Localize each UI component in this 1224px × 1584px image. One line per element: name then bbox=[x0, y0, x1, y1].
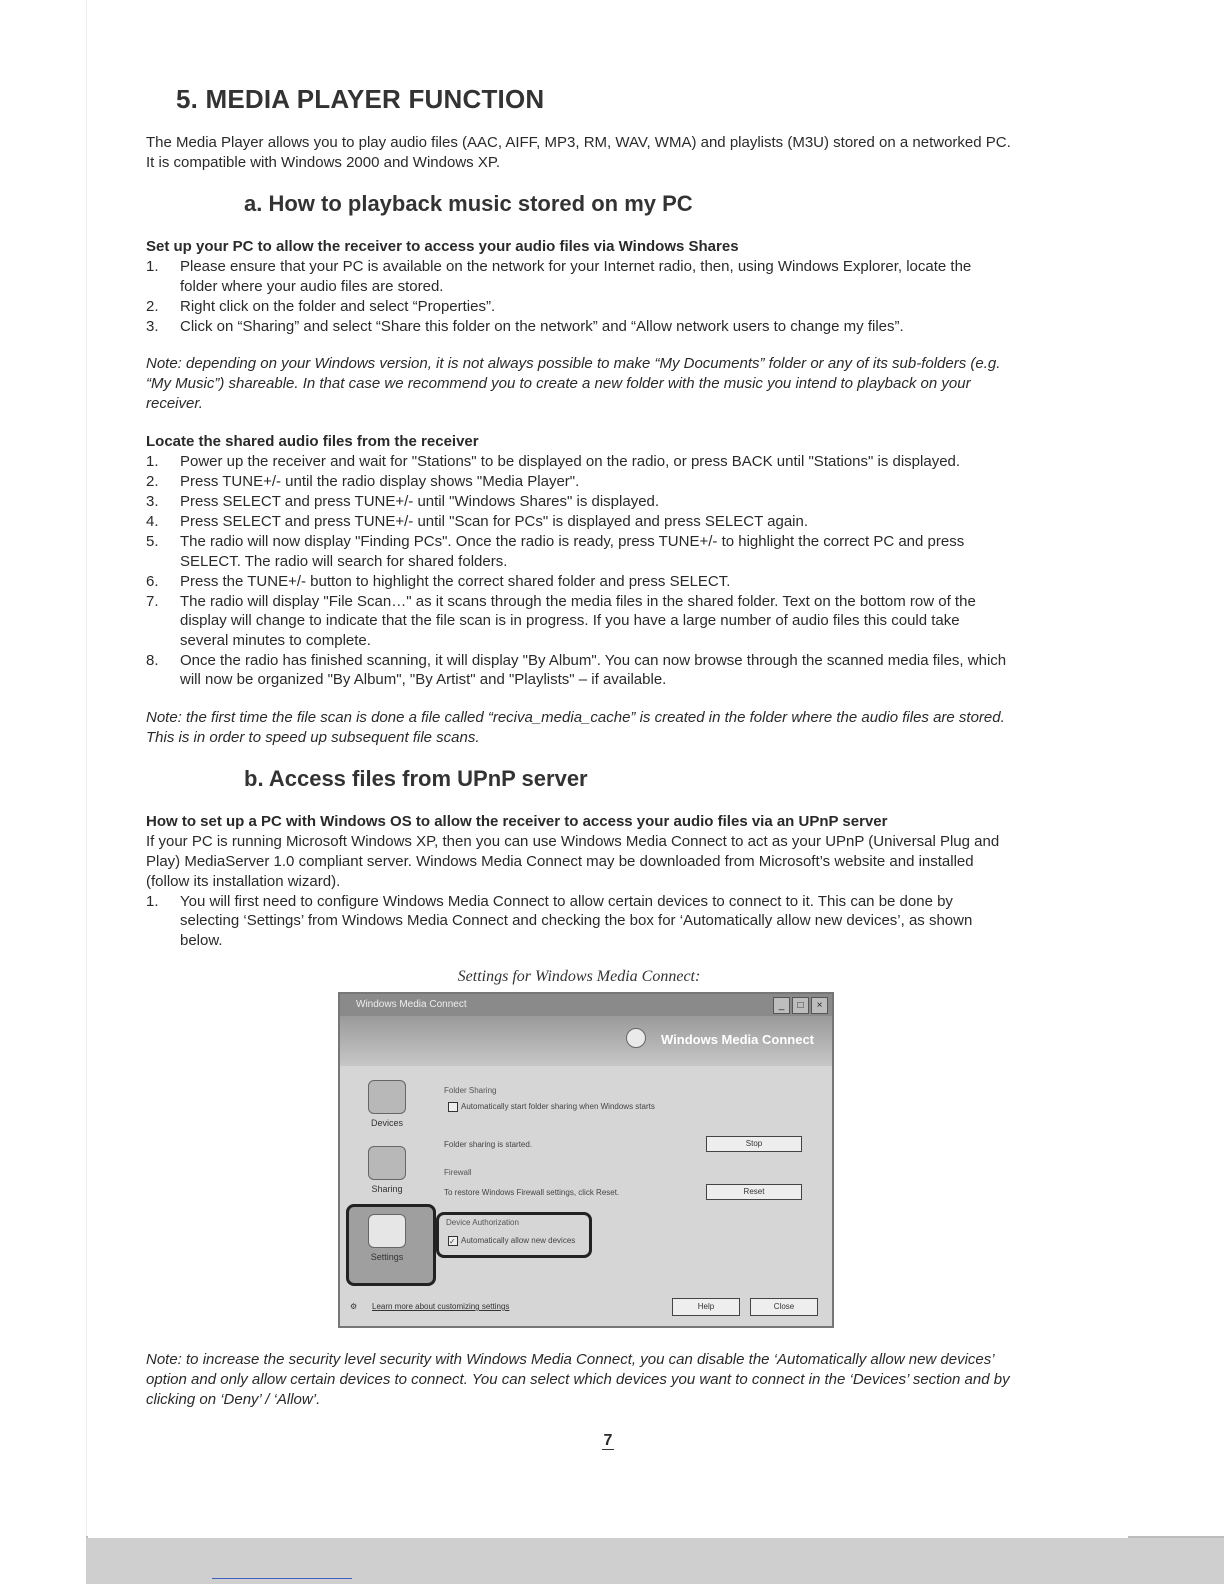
nav-sharing[interactable]: Sharing bbox=[352, 1146, 422, 1194]
close-icon[interactable]: × bbox=[811, 997, 828, 1014]
intro-paragraph: The Media Player allows you to play audio files (AAC, AIFF, MP3, RM, WAV, WMA) and playlists (M3U) stored on a networked PC. It is compatible with Windows 2000 and Windows XP. bbox=[146, 134, 1011, 171]
folder-sharing-group: Folder Sharing bbox=[444, 1086, 497, 1095]
minimize-icon[interactable]: _ bbox=[773, 997, 790, 1014]
list-item: 6. Press the TUNE+/- button to highlight the correct shared folder and press SELECT. bbox=[146, 572, 731, 590]
window-controls bbox=[773, 997, 828, 1014]
wmc-footer bbox=[346, 1298, 824, 1318]
list-item: 2. Press TUNE+/- until the radio display shows "Media Player". bbox=[146, 473, 580, 490]
close-button[interactable]: Close bbox=[750, 1298, 818, 1316]
devices-icon bbox=[368, 1080, 406, 1114]
maximize-icon[interactable]: □ bbox=[792, 997, 809, 1014]
locate-steps-list bbox=[146, 452, 1012, 690]
sharing-status: Folder sharing is started. bbox=[444, 1140, 533, 1149]
nav-devices[interactable]: Devices bbox=[352, 1080, 422, 1128]
auto-allow-option[interactable]: ✓ Automatically allow new devices bbox=[449, 1236, 576, 1246]
page-title: 5. MEDIA PLAYER FUNCTION bbox=[176, 84, 545, 114]
window-title: Windows Media Connect bbox=[356, 999, 467, 1010]
scan-left-margin bbox=[0, 0, 87, 1584]
stop-button[interactable]: Stop bbox=[706, 1136, 802, 1152]
list-item: 1. You will first need to configure Windows Media Connect to allow certain devices to connect to it. This can be done by selecting ‘Settings’ from Windows Media Connect and checking the box for ‘Automatically allow new devices’, as shown below. bbox=[146, 892, 973, 949]
nav-settings[interactable]: Settings bbox=[352, 1214, 422, 1262]
firewall-text: To restore Windows Firewall settings, click Reset. bbox=[444, 1188, 620, 1197]
wmc-banner bbox=[340, 1016, 832, 1066]
help-button[interactable]: Help bbox=[672, 1298, 740, 1316]
wmc-brand: Windows Media Connect bbox=[661, 1032, 814, 1047]
list-item: 5. The radio will now display "Finding PCs". Once the radio is ready, press TUNE+/- to highlight the correct PC and press SELECT. The radio will search for shared folders. bbox=[146, 533, 965, 570]
note-media-cache: Note: the first time the file scan is done a file called “reciva_media_cache” is created in the folder where the audio files are stored. This is in order to speed up subsequent file scans. bbox=[146, 708, 1005, 746]
auto-allow-highlight bbox=[436, 1212, 592, 1258]
list-item: 4. Press SELECT and press TUNE+/- until "Scan for PCs" is displayed and press SELECT again. bbox=[146, 513, 809, 530]
locate-heading: Locate the shared audio files from the receiver bbox=[146, 433, 479, 450]
list-item: 2. Right click on the folder and select “Properties”. bbox=[146, 297, 496, 315]
upnp-paragraph: If your PC is running Microsoft Windows XP, then you can use Windows Media Connect to act as your UPnP (Universal Plug and Play) MediaServer 1.0 compliant server. Windows Media Connect may be downloaded from Microsoft’s website and installed (follow its installation wizard). bbox=[146, 832, 1000, 890]
device-authorization-group: Device Authorization bbox=[446, 1218, 519, 1227]
firewall-group: Firewall bbox=[444, 1168, 472, 1177]
wmc-left-nav bbox=[344, 1068, 430, 1298]
auto-start-option[interactable]: Automatically start folder sharing when Windows starts bbox=[448, 1102, 655, 1112]
auto-start-checkbox[interactable] bbox=[448, 1102, 458, 1112]
list-item: 1. Please ensure that your PC is available on the network for your Internet radio, then, using Windows Explorer, locate the folder where your audio files are stored. bbox=[146, 258, 972, 295]
info-icon: ⚙ bbox=[350, 1302, 358, 1311]
setup-heading: Set up your PC to allow the receiver to access your audio files via Windows Shares bbox=[146, 238, 739, 255]
wmc-settings-screenshot bbox=[338, 992, 834, 1328]
upnp-heading: How to set up a PC with Windows OS to allow the receiver to access your audio files via an UPnP server bbox=[146, 812, 888, 830]
learn-more-link[interactable]: Learn more about customizing settings bbox=[372, 1302, 510, 1311]
scan-right-margin bbox=[1126, 0, 1224, 1584]
list-item: 7. The radio will display "File Scan…" as it scans through the media files in the shared folder. Text on the bottom row of the display will change to indicate that the file scan is in progress. If you have a large number of audio files this could take several minutes to complete. bbox=[146, 592, 976, 649]
window-titlebar bbox=[340, 994, 832, 1016]
page-number: 7 bbox=[603, 1432, 613, 1449]
scan-bottom-edge bbox=[86, 1536, 1224, 1584]
section-b-title: b. Access files from UPnP server bbox=[244, 765, 588, 791]
reset-button[interactable]: Reset bbox=[706, 1184, 802, 1200]
document-page bbox=[88, 0, 1128, 1538]
settings-icon bbox=[368, 1214, 406, 1248]
section-a-title: a. How to playback music stored on my PC bbox=[244, 191, 693, 216]
list-item: 1. Power up the receiver and wait for "Stations" to be displayed on the radio, or press BACK until "Stations" is displayed. bbox=[146, 453, 961, 470]
list-item: 8. Once the radio has finished scanning, it will display "By Album". You can now browse through the scanned media files, which will now be organized "By Album", "By Artist" and "Playlists" – if available. bbox=[146, 651, 1007, 688]
note-security: Note: to increase the security level security with Windows Media Connect, you can disable the ‘Automatically allow new devices’ option and only allow certain devices to connect. You can select which devices you want to connect in the ‘Devices’ section and by clicking on ‘Deny’ / ‘Allow’. bbox=[146, 1351, 1010, 1408]
auto-allow-checkbox[interactable]: ✓ bbox=[448, 1236, 458, 1246]
sharing-icon bbox=[368, 1146, 406, 1180]
scan-bottom-line bbox=[212, 1578, 352, 1579]
setup-steps-list bbox=[146, 257, 1012, 336]
note-my-documents: Note: depending on your Windows version, it is not always possible to make “My Documents” folder or any of its sub-folders (e.g. “My Music”) shareable. In that case we recommend you to create a new folder with the music you intend to playback on your receiver. bbox=[146, 355, 1001, 412]
upnp-steps-list bbox=[146, 892, 1012, 951]
list-item: 3. Press SELECT and press TUNE+/- until "Windows Shares" is displayed. bbox=[146, 493, 660, 510]
wmc-logo-icon bbox=[626, 1028, 646, 1048]
list-item: 3. Click on “Sharing” and select “Share this folder on the network” and “Allow network users to change my files”. bbox=[146, 317, 904, 335]
figure-caption: Settings for Windows Media Connect: bbox=[457, 968, 701, 985]
page-content bbox=[146, 84, 1012, 1428]
